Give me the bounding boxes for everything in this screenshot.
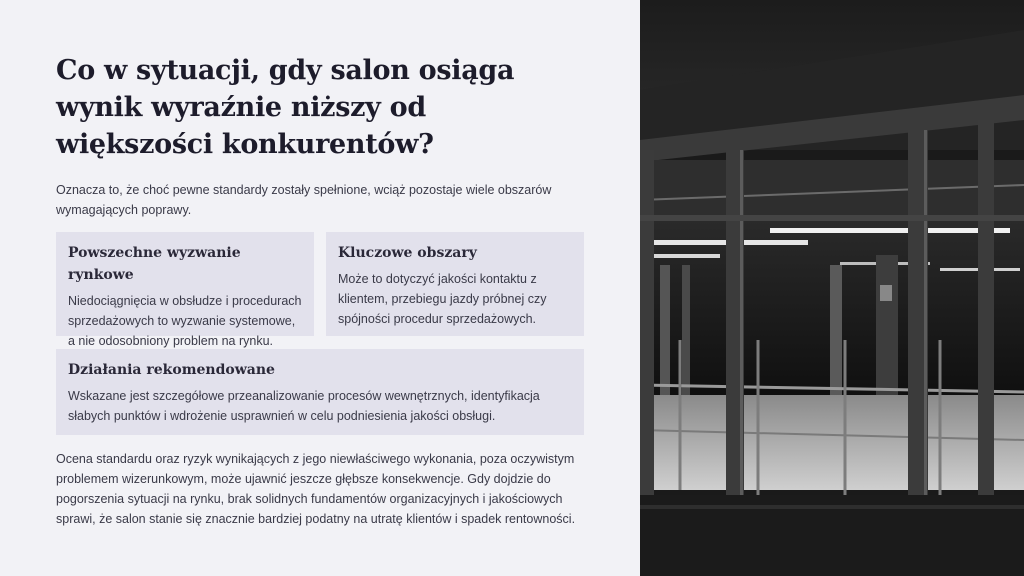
closing-paragraph: Ocena standardu oraz ryzyk wynikających z jego niewłaściwego wykonania, poza oczywistym problemem wizerunkowym, może ujawnić jeszcze głębsze konsekwencje. Gdy dojdzie do pogorszenia sytuacji na rynku, brak solidnych fundamentów organizacyjnych i jakościowych sprawi, że salon stanie się znacznie bardziej podatny na utratę klientów i spadek rentowności.: [56, 452, 576, 526]
building-photo: [640, 0, 1024, 576]
card-heading: Powszechne wyzwanie rynkowe: [68, 245, 241, 283]
card-key-areas: [326, 232, 584, 336]
card-recommended-actions: [56, 349, 584, 435]
photo-illustration: [640, 0, 1024, 576]
card-body: Może to dotyczyć jakości kontaktu z klientem, przebiegu jazdy próbnej czy spójności procedur sprzedażowych.: [338, 272, 547, 326]
card-market-challenge: [56, 232, 314, 348]
slide-title: Co w sytuacji, gdy salon osiąga wynik wyraźnie niższy od większości konkurentów?: [56, 55, 515, 160]
card-body: Wskazane jest szczegółowe przeanalizowanie procesów wewnętrznych, identyfikacja słabych punktów i wdrożenie usprawnień w celu podniesienia jakości obsługi.: [68, 389, 540, 423]
intro-paragraph: Oznacza to, że choć pewne standardy zostały spełnione, wciąż pozostaje wiele obszarów wymagających poprawy.: [56, 183, 552, 217]
card-heading: Kluczowe obszary: [338, 245, 477, 261]
card-body: Niedociągnięcia w obsłudze i procedurach sprzedażowych to wyzwanie systemowe, a nie odosobniony problem na rynku.: [68, 294, 302, 348]
card-heading: Działania rekomendowane: [68, 362, 275, 378]
